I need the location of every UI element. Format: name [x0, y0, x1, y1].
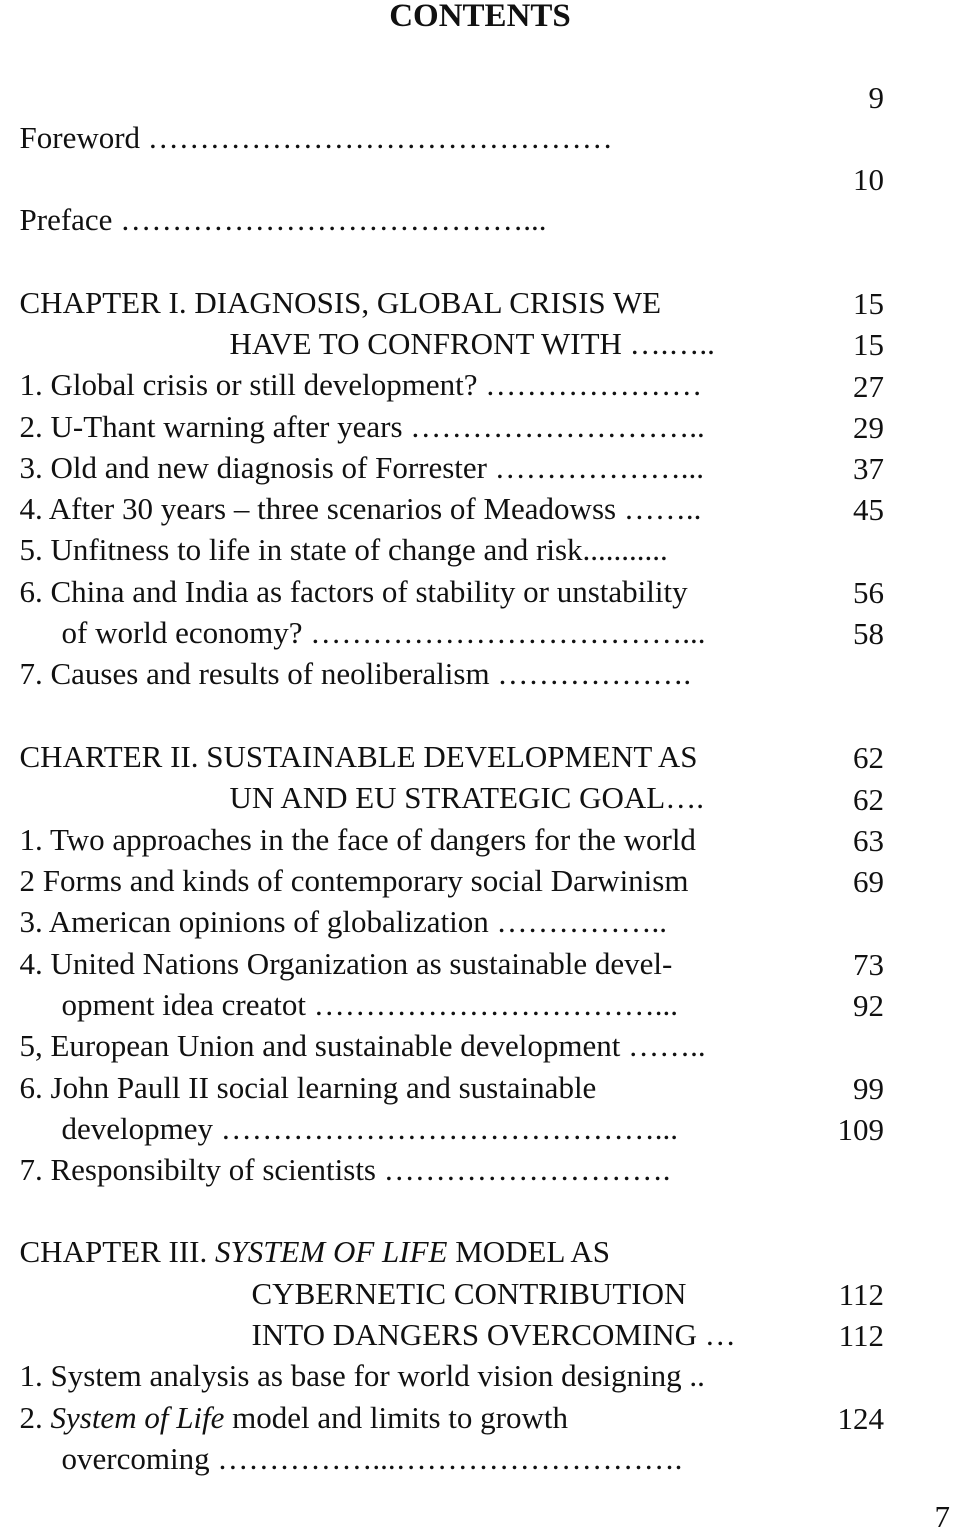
toc-entry-3-2-cont[interactable]	[46, 1399, 683, 1476]
toc-entry-1-2[interactable]	[4, 367, 705, 444]
toc-entry-text: 2. U-Thant warning after years	[19, 409, 411, 444]
toc-entry-text: CHARTER II. SUSTAINABLE DEVELOPMENT AS	[19, 739, 698, 774]
toc-entry-text: opment idea creatot	[61, 987, 314, 1022]
toc-page-number: 69	[853, 864, 884, 899]
toc-leader-dots: ….	[665, 780, 704, 815]
toc-entry-text: developmey	[61, 1111, 221, 1146]
toc-chapter-1-heading-cont[interactable]	[214, 284, 715, 361]
toc-entry-3-2[interactable]	[4, 1358, 568, 1435]
toc-entry-text: 4. United Nations Organization as sustainable devel-	[19, 946, 673, 981]
toc-entry-text: CHAPTER III.	[19, 1234, 215, 1269]
toc-entry-text: MODEL AS	[447, 1234, 610, 1269]
toc-entry-text: 6. China and India as factors of stability or unstability	[19, 574, 688, 609]
toc-entry-text: Preface	[19, 202, 121, 237]
toc-entry-1-7[interactable]	[4, 614, 692, 691]
toc-leader-dots: ….…..	[629, 326, 715, 361]
toc-leader-dots: …………………	[485, 367, 703, 402]
toc-entry-2-6[interactable]	[4, 1028, 597, 1105]
toc-page-number: 9	[868, 80, 884, 115]
toc-leader-dots: …………………………………...	[120, 202, 547, 237]
toc-entry-text: 7. Responsibilty of scientists	[19, 1152, 384, 1187]
toc-leader-dots: ……..	[623, 491, 702, 526]
toc-entry-italic-text: SYSTEM OF LIFE	[214, 1234, 448, 1269]
toc-entry-2-4-cont[interactable]	[46, 945, 678, 1022]
toc-entry-preface[interactable]	[4, 160, 547, 237]
toc-leader-dots: ………………………..	[410, 409, 705, 444]
toc-entry-text: INTO DANGERS OVERCOMING	[251, 1317, 705, 1352]
toc-page-number: 112	[838, 1277, 884, 1312]
toc-entry-text: HAVE TO CONFRONT WITH	[229, 326, 630, 361]
toc-entry-3-1[interactable]	[4, 1316, 705, 1393]
toc-entry-foreword[interactable]	[4, 78, 613, 155]
toc-entry-text: 2.	[19, 1400, 51, 1435]
toc-page-number: 15	[853, 286, 884, 321]
toc-page-number: 62	[853, 740, 884, 775]
toc-entry-text: 5. Unfitness to life in state of change and risk	[19, 532, 583, 567]
toc-entry-2-3[interactable]	[4, 862, 667, 939]
toc-leader-dots: ……………………………………...	[220, 1111, 679, 1146]
toc-page-number: 29	[853, 410, 884, 445]
toc-leader-dots: ………………………………………	[147, 120, 613, 155]
toc-leader-dots: ……………………………...	[313, 987, 678, 1022]
toc-entry-1-3[interactable]	[4, 408, 704, 485]
toc-page-number: 27	[853, 369, 884, 404]
toc-entry-2-6-cont[interactable]	[46, 1069, 679, 1146]
toc-chapter-3-heading-cont-2[interactable]	[236, 1275, 736, 1352]
toc-leader-dots: ……………...……………………….	[217, 1441, 683, 1476]
toc-page-number: 45	[853, 492, 884, 527]
toc-entry-text: CYBERNETIC CONTRIBUTION	[251, 1276, 687, 1311]
toc-page-number: 37	[853, 451, 884, 486]
page-number: 7	[934, 1499, 950, 1534]
toc-leader-dots: ………………...	[494, 450, 704, 485]
toc-page-number: 56	[853, 575, 884, 610]
contents-title: CONTENTS	[389, 0, 571, 34]
toc-leader-dots: ………………………………...	[310, 615, 706, 650]
toc-chapter-1-heading[interactable]	[4, 243, 662, 320]
toc-entry-1-5[interactable]	[4, 490, 668, 567]
toc-entry-1-1[interactable]	[4, 325, 703, 402]
toc-page-number: 63	[853, 823, 884, 858]
toc-chapter-2-heading[interactable]	[4, 697, 698, 774]
toc-entry-text: 1. Two approaches in the face of dangers for the world	[19, 822, 696, 857]
toc-entry-text: model and limits to growth	[224, 1400, 568, 1435]
toc-entry-italic-text: System of Life	[50, 1400, 225, 1435]
toc-chapter-2-heading-cont[interactable]	[214, 738, 704, 815]
toc-entry-text: UN AND EU STRATEGIC GOAL	[229, 780, 666, 815]
toc-entry-text: overcoming	[61, 1441, 218, 1476]
toc-entry-text: 1. System analysis as base for world vision designing ..	[19, 1358, 705, 1393]
toc-leader-dots: ……………………….	[383, 1152, 671, 1187]
toc-entry-text: 2 Forms and kinds of contemporary social Darwinism	[19, 863, 689, 898]
toc-page-number: 58	[853, 616, 884, 651]
toc-entry-1-6-cont[interactable]	[46, 573, 706, 650]
toc-leader-dots: ……………….	[497, 656, 692, 691]
toc-page-number: 15	[853, 327, 884, 362]
toc-page-number: 73	[853, 947, 884, 982]
toc-page-number: 109	[837, 1112, 884, 1147]
toc-page-number: 10	[853, 162, 884, 197]
toc-leader-dots: ...........	[582, 532, 668, 567]
toc-entry-1-4[interactable]	[4, 449, 702, 526]
toc-entry-2-1[interactable]	[4, 780, 696, 857]
toc-page-number: 112	[838, 1318, 884, 1353]
toc-page-number: 92	[853, 988, 884, 1023]
toc-entry-text: 3. American opinions of globalization	[19, 904, 497, 939]
toc-leader-dots: ……………..	[496, 904, 667, 939]
toc-entry-text: of world economy?	[61, 615, 311, 650]
toc-leader-dots: ……..	[628, 1028, 706, 1063]
toc-entry-text: Foreword	[19, 120, 148, 155]
toc-entry-2-4[interactable]	[4, 904, 673, 981]
toc-entry-2-5[interactable]	[4, 986, 706, 1063]
toc-entry-1-6[interactable]	[4, 532, 688, 609]
toc-entry-text: 4. After 30 years – three scenarios of Meadowss	[19, 491, 624, 526]
toc-entry-2-7[interactable]	[4, 1110, 671, 1187]
toc-chapter-3-heading-cont[interactable]	[236, 1234, 687, 1311]
toc-leader-dots: …	[704, 1317, 736, 1352]
toc-entry-text: 3. Old and new diagnosis of Forrester	[19, 450, 495, 485]
toc-entry-text: CHAPTER I. DIAGNOSIS, GLOBAL CRISIS WE	[19, 285, 662, 320]
toc-entry-text: 7. Causes and results of neoliberalism	[19, 656, 498, 691]
toc-entry-text: 1. Global crisis or still development?	[19, 367, 486, 402]
toc-entry-text: 6. John Paull II social learning and sustainable	[19, 1070, 597, 1105]
toc-page-number: 124	[837, 1401, 884, 1436]
toc-chapter-3-heading[interactable]	[4, 1192, 610, 1269]
toc-page-number: 99	[853, 1071, 884, 1106]
toc-entry-text: 5, European Union and sustainable development	[19, 1028, 629, 1063]
toc-entry-2-2[interactable]	[4, 821, 689, 898]
toc-page-number: 62	[853, 782, 884, 817]
